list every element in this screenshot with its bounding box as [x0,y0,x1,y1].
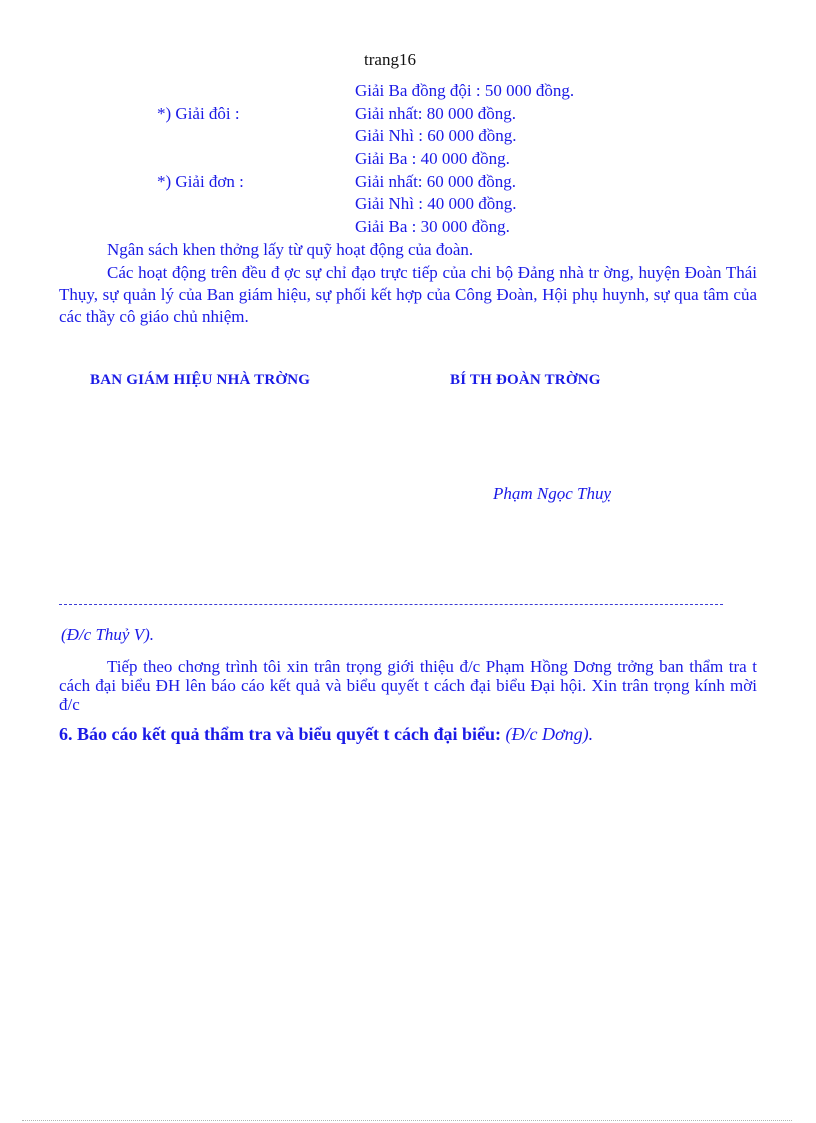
page-number: trang16 [364,50,416,69]
union-secretary-name: Phạm Ngọc Thuỵ [493,484,612,503]
section-heading [59,724,593,745]
activities-paragraph: Các hoạt động trên đều đ ợc sự chỉ đạo trực tiếp của chi bộ Đảng nhà tr ờng, huyện Đoàn Thái Thụy, sự quản lý của Ban giám hiệu, sự phối kết hợp của Công Đoàn, Hội phụ huynh, sự qua tâm của các thầy cô giáo chủ nhiệm. [59,263,757,326]
section-divider [59,604,723,605]
singles-third-prize: Giải Ba : 30 000 đồng. [355,217,510,236]
singles-first-prize: Giải nhất: 60 000 đồng. [355,172,517,191]
speaker-reference: (Đ/c Thuỷ V). [61,625,155,644]
page-bottom-border [22,1120,792,1121]
school-board-signature-title: BAN GIÁM HIỆU NHÀ TRỜNG [90,372,311,388]
singles-second-prize: Giải Nhì : 40 000 đồng. [355,194,517,213]
doubles-first-prize: Giải nhất: 80 000 đồng. [355,104,517,123]
union-secretary-signature-title: BÍ TH ĐOÀN TRỜNG [450,372,601,388]
section-heading-speaker: (Đ/c Dơng). [505,724,594,744]
team-third-prize: Giải Ba đồng đội : 50 000 đồng. [355,81,575,100]
doubles-third-prize: Giải Ba : 40 000 đồng. [355,149,510,168]
doubles-prize-label: *) Giải đôi : [157,104,240,123]
introduction-paragraph: Tiếp theo chơng trình tôi xin trân trọng giới thiệu đ/c Phạm Hồng Dơng trởng ban thẩm tra t cách đại biểu ĐH lên báo cáo kết quả và biểu quyết t cách đại biểu Đại hội. Xin trân trọng kính mời đ/c [59,657,757,714]
singles-prize-label: *) Giải đơn : [157,172,244,191]
section-heading-text: 6. Báo cáo kết quả thẩm tra và biểu quyết t cách đại biểu: [59,724,502,744]
doubles-second-prize: Giải Nhì : 60 000 đồng. [355,126,517,145]
budget-paragraph: Ngân sách khen thởng lấy từ quỹ hoạt động của đoàn. [107,240,474,259]
